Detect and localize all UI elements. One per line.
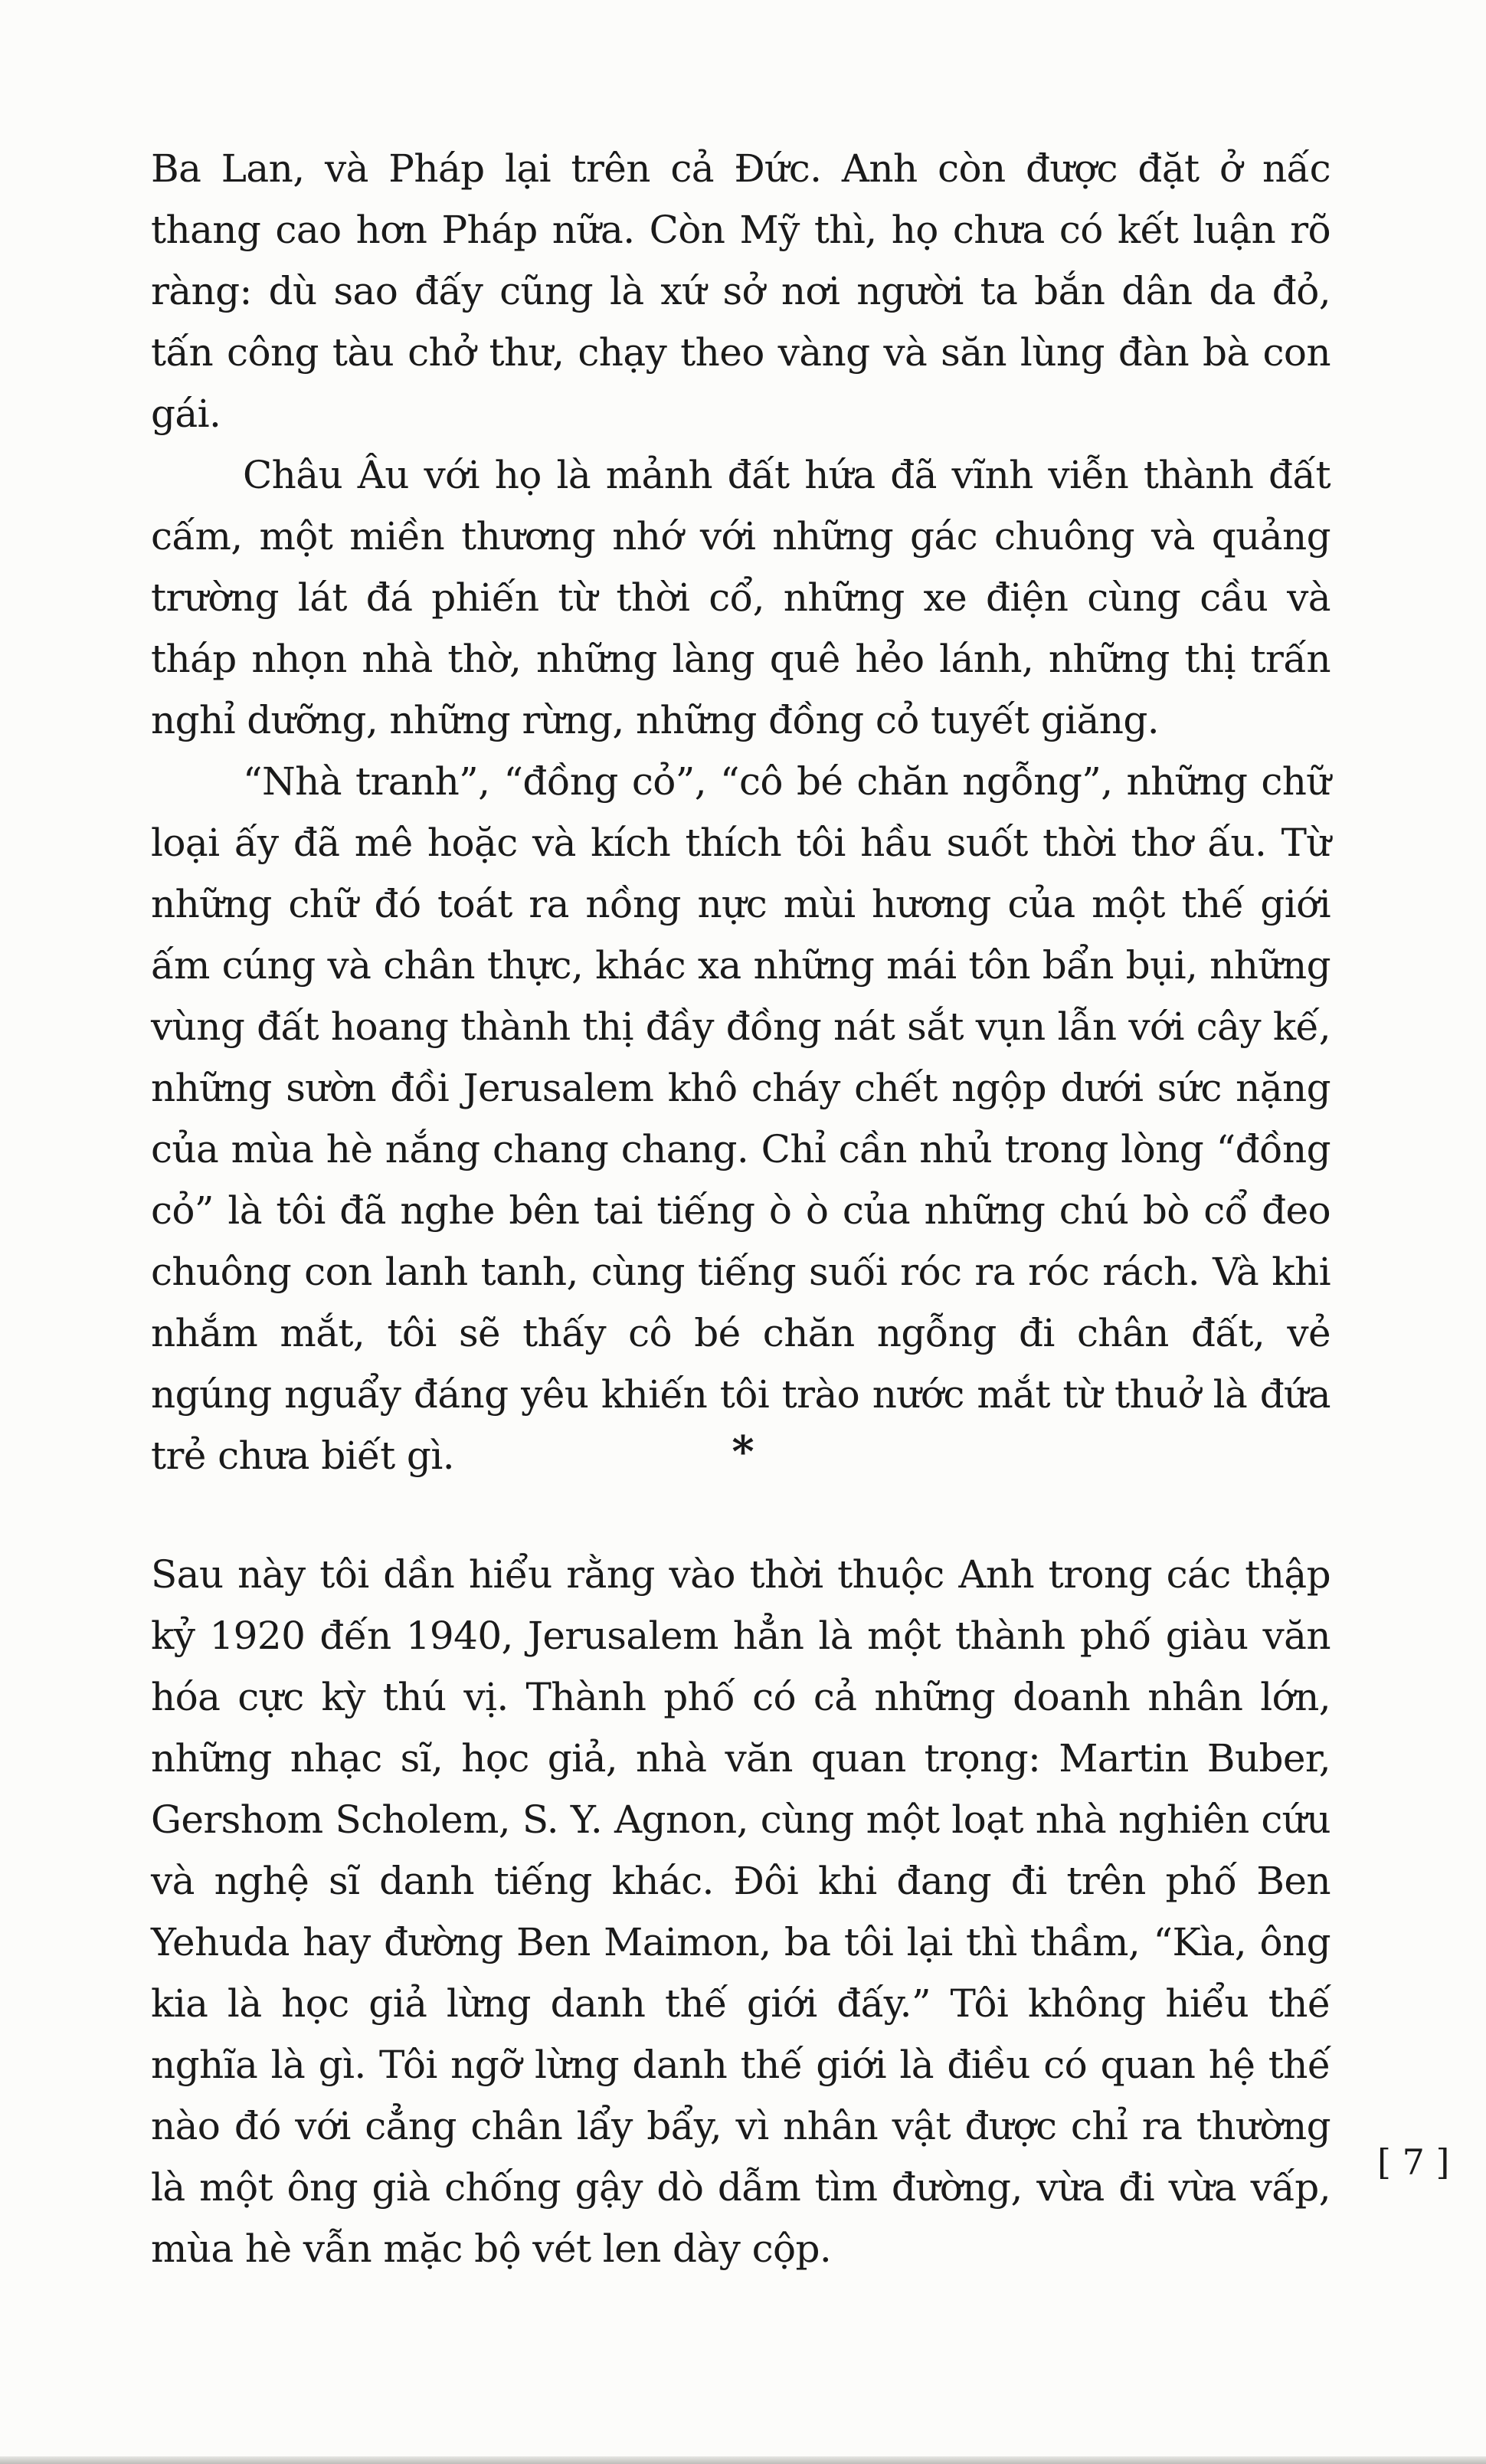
page-bottom-edge bbox=[0, 2456, 1486, 2464]
lower-text-section bbox=[151, 1544, 1331, 2279]
page-number: [ 7 ] bbox=[1377, 2141, 1450, 2183]
paragraph-europe: Châu Âu với họ là mảnh đất hứa đã vĩnh viễn thành đất cấm, một miền thương nhớ với những gác chuông và quảng trường lát đá phiến từ thời cổ, những xe điện cùng cầu và tháp nhọn nhà thờ, những làng quê hẻo lánh, những thị trấn nghỉ dưỡng, những rừng, những đồng cỏ tuyết giăng. bbox=[151, 453, 1331, 742]
section-separator: * bbox=[732, 1427, 754, 1477]
upper-text-section bbox=[151, 138, 1331, 1486]
paragraph-continued: Ba Lan, và Pháp lại trên cả Đức. Anh còn được đặt ở nấc thang cao hơn Pháp nữa. Còn Mỹ thì, họ chưa có kết luận rõ ràng: dù sao đấy cũng là xứ sở nơi người ta bắn dân da đỏ, tấn công tàu chở thư, chạy theo vàng và săn lùng đàn bà con gái. bbox=[151, 146, 1331, 436]
paragraph-words: “Nhà tranh”, “đồng cỏ”, “cô bé chăn ngỗng”, những chữ loại ấy đã mê hoặc và kích thích tôi hầu suốt thời thơ ấu. Từ những chữ đó toát ra nồng nực mùi hương của một thế giới ấm cúng và chân thực, khác xa những mái tôn bẩn bụi, những vùng đất hoang thành thị đầy đồng nát sắt vụn lẫn với cây kế, những sườn đồi Jerusalem khô cháy chết ngộp dưới sức nặng của mùa hè nắng chang chang. Chỉ cần nhủ trong lòng “đồng cỏ” là tôi đã nghe bên tai tiếng ò ò của những chú bò cổ đeo chuông con lanh tanh, cùng tiếng suối róc ra róc rách. Và khi nhắm mắt, tôi sẽ thấy cô bé chăn ngỗng đi chân đất, vẻ ngúng nguẩy đáng yêu khiến tôi trào nước mắt từ thuở là đứa trẻ chưa biết gì. bbox=[151, 759, 1331, 1478]
paragraph-jerusalem: Sau này tôi dần hiểu rằng vào thời thuộc Anh trong các thập kỷ 1920 đến 1940, Jerusalem hẳn là một thành phố giàu văn hóa cực kỳ thú vị. Thành phố có cả những doanh nhân lớn, những nhạc sĩ, học giả, nhà văn quan trọng: Martin Buber, Gershom Scholem, S. Y. Agnon, cùng một loạt nhà nghiên cứu và nghệ sĩ danh tiếng khác. Đôi khi đang đi trên phố Ben Yehuda hay đường Ben Maimon, ba tôi lại thì thầm, “Kìa, ông kia là học giả lừng danh thế giới đấy.” Tôi không hiểu thế nghĩa là gì. Tôi ngỡ lừng danh thế giới là điều có quan hệ thế nào đó với cẳng chân lẩy bẩy, vì nhân vật được chỉ ra thường là một ông già chống gậy dò dẫm tìm đường, vừa đi vừa vấp, mùa hè vẫn mặc bộ vét len dày cộp. bbox=[151, 1552, 1331, 2271]
